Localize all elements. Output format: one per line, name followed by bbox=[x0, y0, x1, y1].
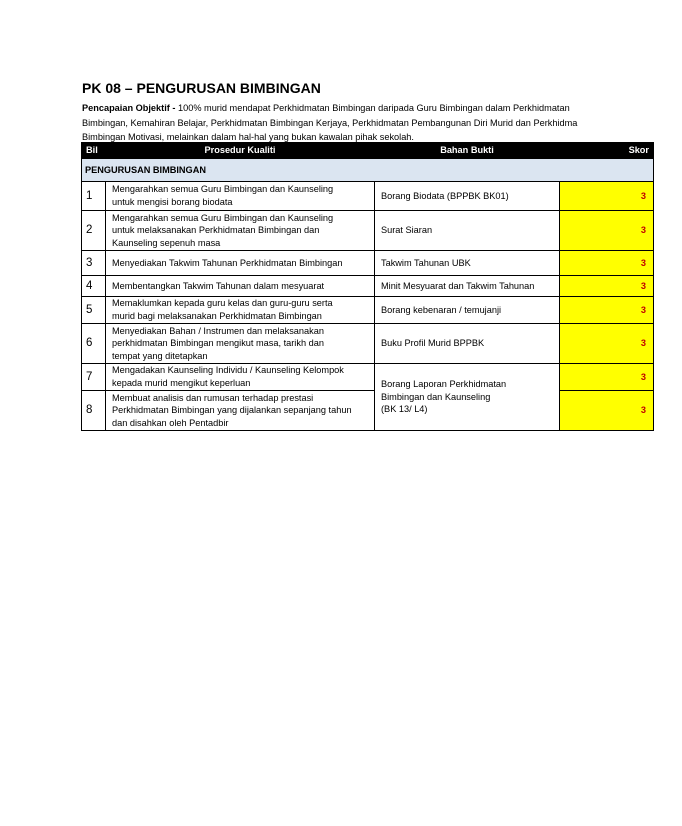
row-bahan: Borang Laporan Perkhidmatan Bimbingan dan Kaunseling (BK 13/ L4) bbox=[375, 364, 560, 431]
table-row bbox=[82, 251, 654, 276]
row-bil: 8 bbox=[82, 391, 106, 431]
header-skor: Skor bbox=[560, 143, 654, 159]
row-bil: 3 bbox=[82, 251, 106, 276]
row-bahan: Surat Siaran bbox=[375, 211, 560, 251]
row-prosedur: Membentangkan Takwim Tahunan dalam mesyuarat bbox=[106, 276, 375, 297]
row-bahan: Buku Profil Murid BPPBK bbox=[375, 324, 560, 364]
quality-procedure-table bbox=[81, 142, 654, 431]
row-prosedur: Mengarahkan semua Guru Bimbingan dan Kaunseling untuk melaksanakan Perkhidmatan Bimbingan dan Kaunseling sepenuh masa bbox=[106, 211, 375, 251]
table-row bbox=[82, 211, 654, 251]
objective-paragraph bbox=[82, 101, 682, 145]
row-bahan: Borang kebenaran / temujanji bbox=[375, 297, 560, 324]
objective-text-1: 100% murid mendapat Perkhidmatan Bimbingan daripada Guru Bimbingan dalam Perkhidmatan bbox=[177, 103, 570, 113]
objective-line-2: Bimbingan, Kemahiran Belajar, Perkhidmatan Bimbingan Kerjaya, Perkhidmatan Pembangunan Diri Murid dan Perkhidma bbox=[82, 117, 578, 128]
row-bahan: Borang Biodata (BPPBK BK01) bbox=[375, 182, 560, 211]
row-skor: 3 bbox=[560, 182, 654, 211]
row-prosedur: Menyediakan Takwim Tahunan Perkhidmatan Bimbingan bbox=[106, 251, 375, 276]
row-skor: 3 bbox=[560, 364, 654, 391]
row-prosedur: Menyediakan Bahan / Instrumen dan melaksanakan perkhidmatan Bimbingan mengikut masa, tarikh dan tempat yang ditetapkan bbox=[106, 324, 375, 364]
row-bil: 1 bbox=[82, 182, 106, 211]
table-row bbox=[82, 182, 654, 211]
table-header-row bbox=[82, 143, 654, 159]
row-bil: 7 bbox=[82, 364, 106, 391]
row-skor: 3 bbox=[560, 297, 654, 324]
row-bahan: Minit Mesyuarat dan Takwim Tahunan bbox=[375, 276, 560, 297]
table-row bbox=[82, 324, 654, 364]
header-bahan: Bahan Bukti bbox=[375, 143, 560, 159]
row-bil: 6 bbox=[82, 324, 106, 364]
row-skor: 3 bbox=[560, 211, 654, 251]
row-bil: 2 bbox=[82, 211, 106, 251]
table-row bbox=[82, 276, 654, 297]
row-bil: 4 bbox=[82, 276, 106, 297]
row-prosedur: Mengarahkan semua Guru Bimbingan dan Kaunseling untuk mengisi borang biodata bbox=[106, 182, 375, 211]
row-skor: 3 bbox=[560, 324, 654, 364]
row-bil: 5 bbox=[82, 297, 106, 324]
objective-line-3: Bimbingan Motivasi, melainkan dalam hal-hal yang bukan kawalan pihak sekolah. bbox=[82, 132, 414, 142]
header-prosedur: Prosedur Kualiti bbox=[106, 143, 375, 159]
header-bil: Bil bbox=[82, 143, 106, 159]
row-prosedur: Memaklumkan kepada guru kelas dan guru-guru serta murid bagi melaksanakan Perkhidmatan Bimbingan bbox=[106, 297, 375, 324]
table-row bbox=[82, 391, 654, 431]
document-title: PK 08 – PENGURUSAN BIMBINGAN bbox=[82, 80, 321, 96]
objective-line-1 bbox=[82, 101, 682, 116]
section-row bbox=[82, 159, 654, 182]
row-bahan: Takwim Tahunan UBK bbox=[375, 251, 560, 276]
objective-label: Pencapaian Objektif - bbox=[82, 103, 178, 113]
section-title: PENGURUSAN BIMBINGAN bbox=[82, 159, 654, 182]
row-skor: 3 bbox=[560, 251, 654, 276]
row-prosedur: Mengadakan Kaunseling Individu / Kaunseling Kelompok kepada murid mengikut keperluan bbox=[106, 364, 375, 391]
table-row bbox=[82, 364, 654, 391]
table-row bbox=[82, 297, 654, 324]
row-prosedur: Membuat analisis dan rumusan terhadap prestasi Perkhidmatan Bimbingan yang dijalankan sepanjang tahun dan disahkan oleh Pentadbir bbox=[106, 391, 375, 431]
row-skor: 3 bbox=[560, 391, 654, 431]
row-skor: 3 bbox=[560, 276, 654, 297]
